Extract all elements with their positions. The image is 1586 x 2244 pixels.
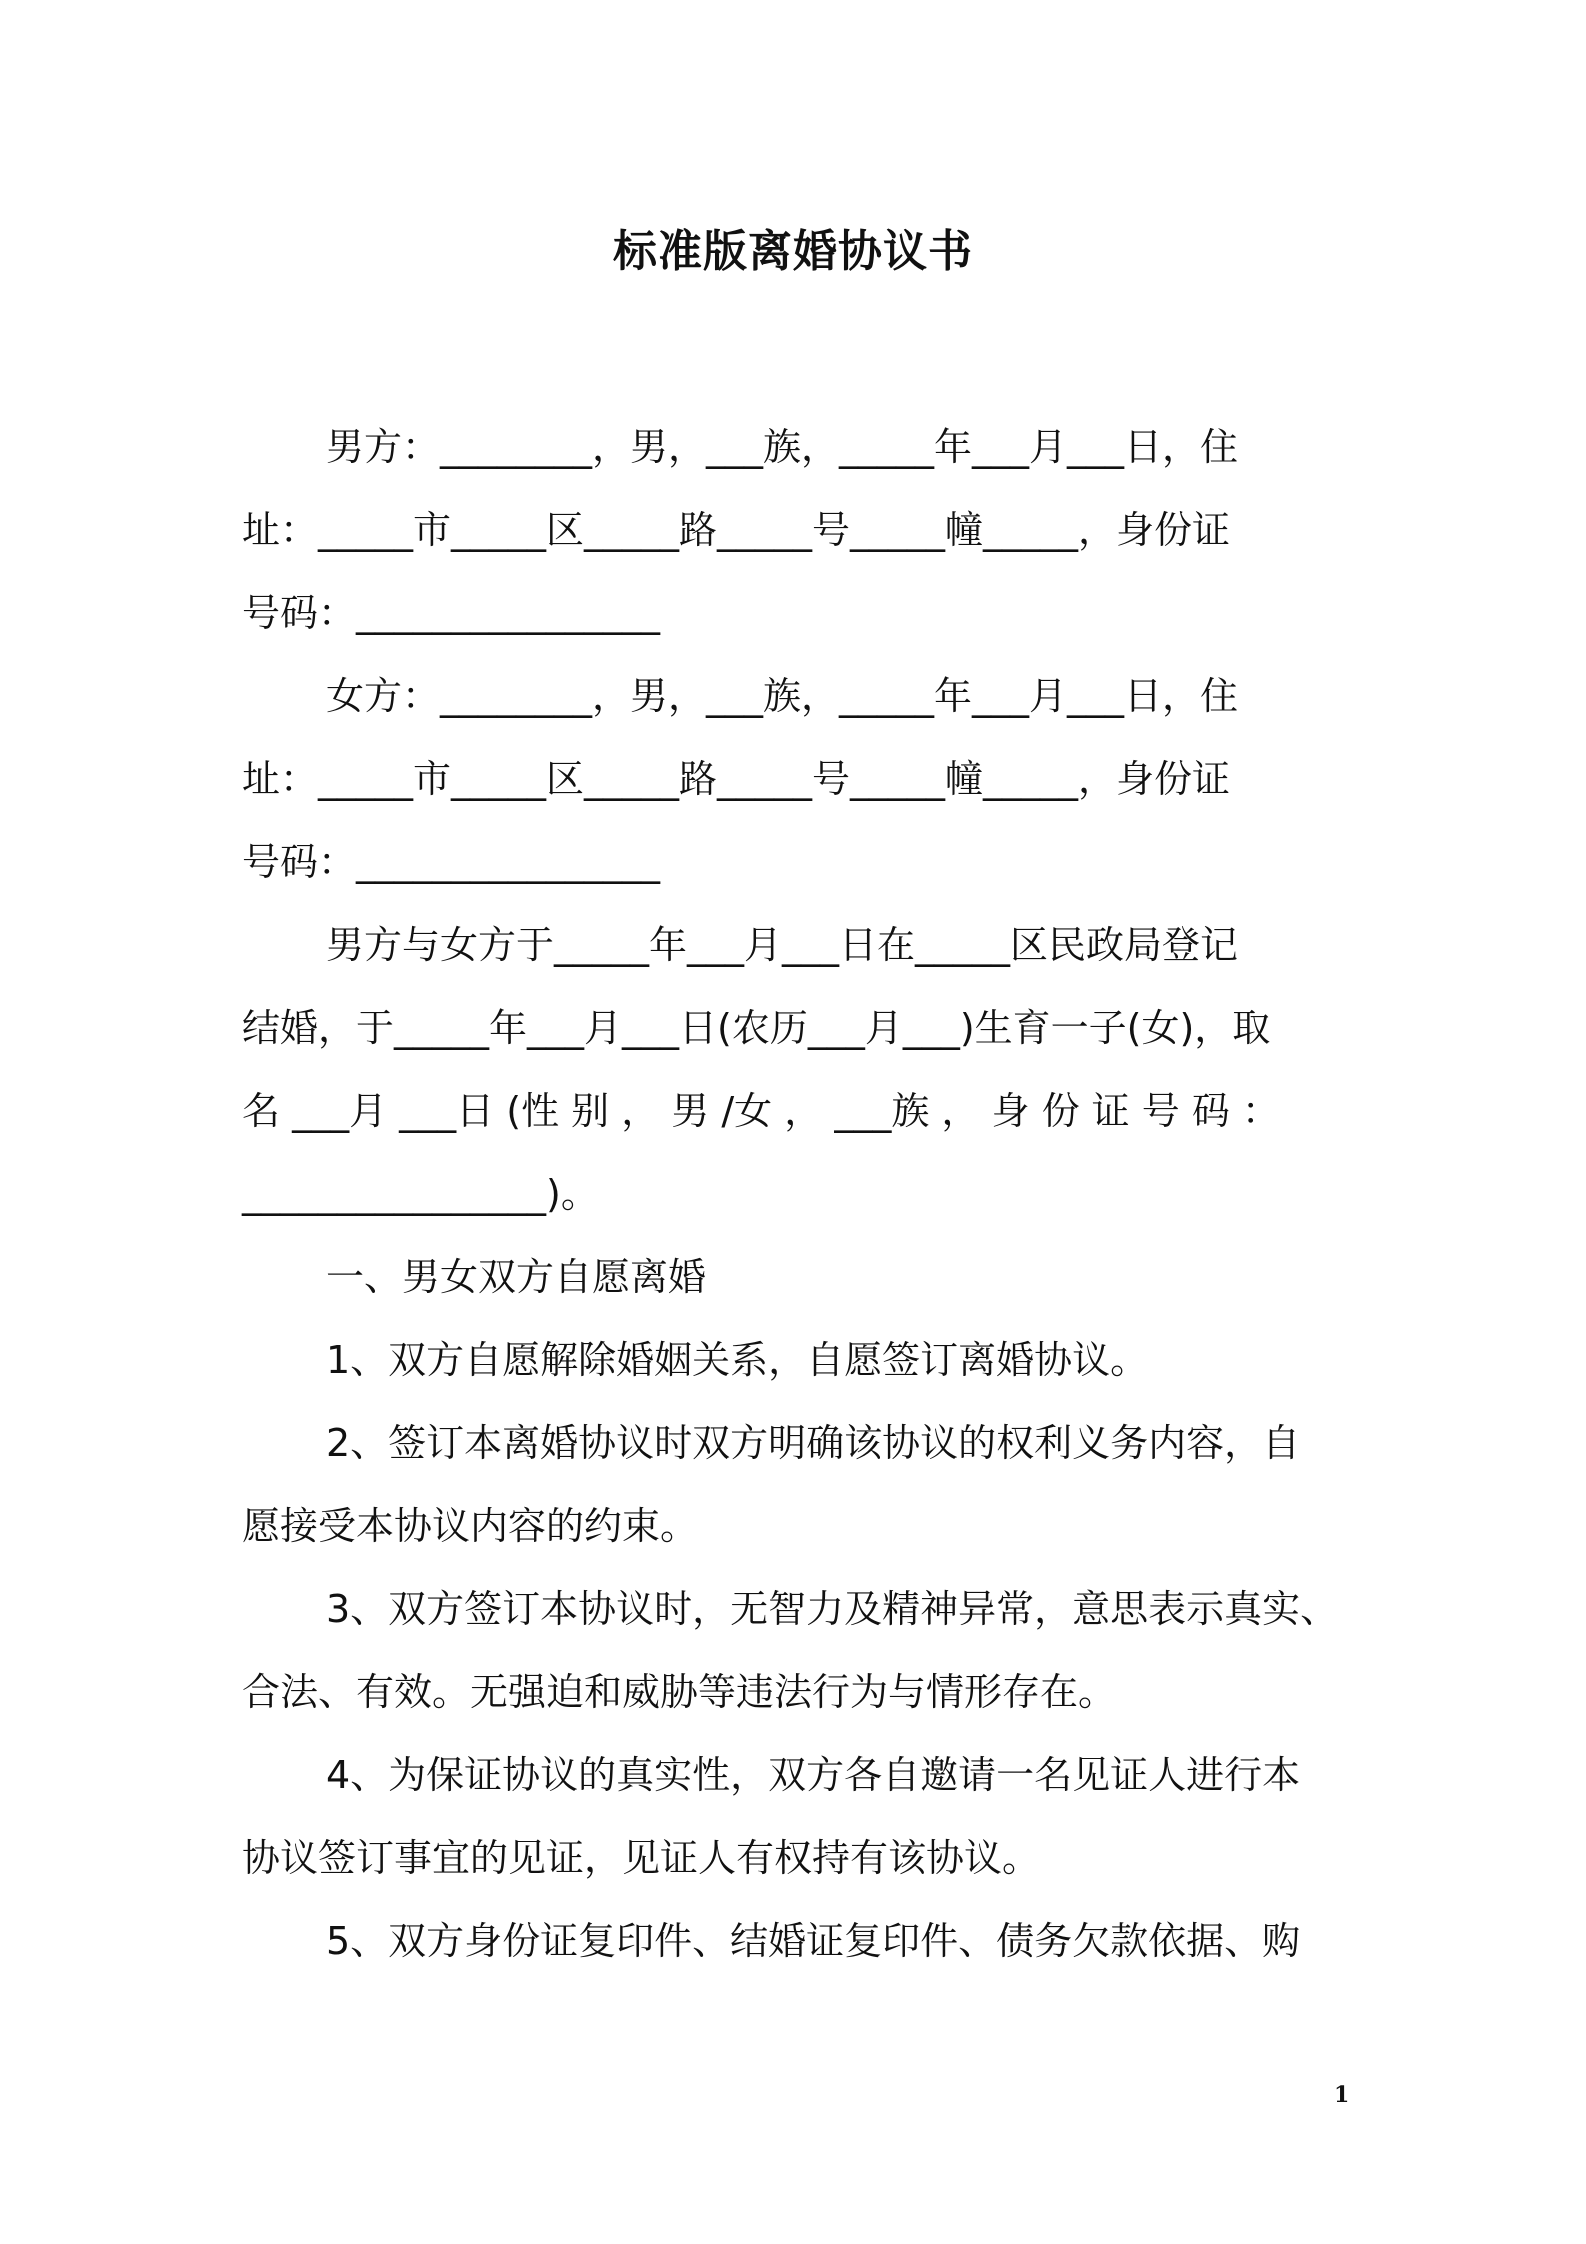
section-heading-1: 一、男女双方自愿离婚 (326, 1255, 707, 1299)
female-party-line-1: 女方：________，男，___族，_____年___月___日，住 (326, 674, 1239, 718)
clause-2-line-2: 愿接受本协议内容的约束。 (242, 1504, 699, 1548)
marriage-info-line-1: 男方与女方于_____年___月___日在_____区民政局登记 (326, 923, 1239, 967)
clause-4-line-1: 4、为保证协议的真实性，双方各自邀请一名见证人进行本 (326, 1753, 1301, 1797)
marriage-info-line-2: 结婚，于_____年___月___日(农历___月___)生育一子(女)，取 (242, 1006, 1271, 1050)
clause-3-line-1: 3、双方签订本协议时，无智力及精神异常，意思表示真实、 (326, 1587, 1339, 1631)
marriage-info-line-4: ________________)。 (242, 1172, 599, 1216)
clause-1: 1、双方自愿解除婚姻关系，自愿签订离婚协议。 (326, 1338, 1149, 1382)
clause-5-line-1: 5、双方身份证复印件、结婚证复印件、债务欠款依据、购 (326, 1919, 1301, 1963)
female-party-line-3: 号码：________________ (242, 840, 661, 884)
female-party-line-2: 址：_____市_____区_____路_____号_____幢_____，身份证 (242, 757, 1231, 801)
male-party-line-3: 号码：________________ (242, 591, 661, 635)
clause-3-line-2: 合法、有效。无强迫和威胁等违法行为与情形存在。 (242, 1670, 1117, 1714)
clause-2-line-1: 2、签订本离婚协议时双方明确该协议的权利义务内容，自 (326, 1421, 1301, 1465)
male-party-line-1: 男方：________，男，___族，_____年___月___日，住 (326, 425, 1239, 469)
clause-4-line-2: 协议签订事宜的见证，见证人有权持有该协议。 (242, 1836, 1041, 1880)
marriage-info-line-3: 名 ___月 ___日 (性 别 ， 男 /女 ， ___族 ， 身 份 证 号 码 ： (242, 1089, 1280, 1133)
document-body (242, 406, 1358, 1983)
male-party-line-2: 址：_____市_____区_____路_____号_____幢_____，身份证 (242, 508, 1231, 552)
page-number: 1 (1334, 2082, 1350, 2108)
document-title: 标准版离婚协议书 (613, 226, 973, 277)
